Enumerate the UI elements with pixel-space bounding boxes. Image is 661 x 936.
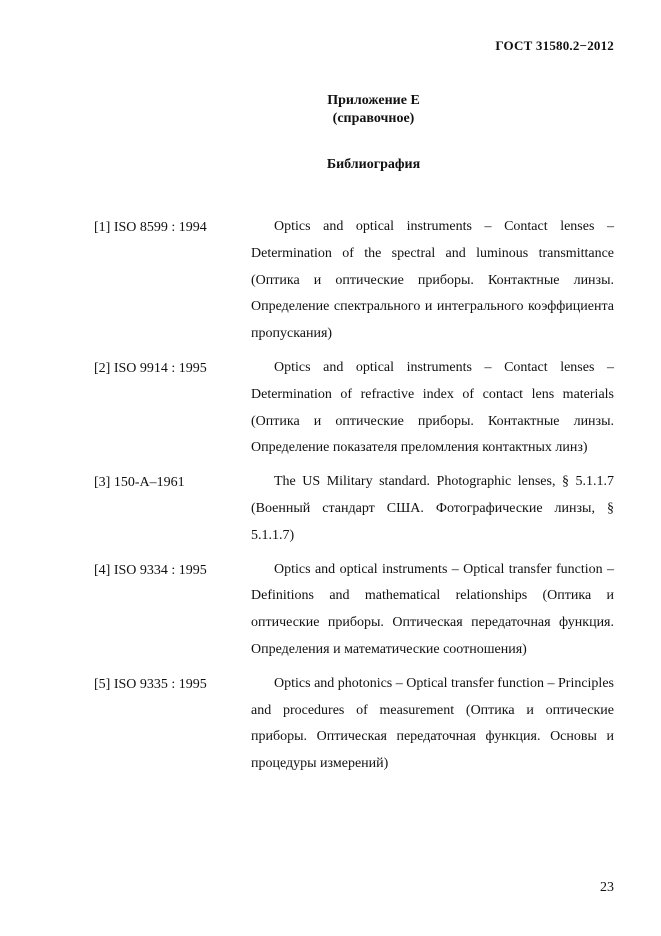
entry-description: Optics and optical instruments – Contact lenses – Determination of the spectral and luminous transmittance (Оптика и оптические приборы. Контактные линзы. Определение спектрального и интегрального коэффициента пропускания): [251, 219, 614, 342]
bibliography-entry: [94, 355, 614, 462]
appendix-subtitle: (справочное): [332, 111, 415, 126]
bibliography-entry: [94, 557, 614, 664]
bibliography-entry: [94, 214, 614, 348]
entry-reference: [3] 150-A–1961: [94, 475, 185, 491]
page-number: 23: [600, 880, 614, 895]
bibliography-list: [94, 214, 614, 785]
bibliography-heading: Библиография: [326, 157, 421, 172]
entry-reference: [5] ISO 9335 : 1995: [94, 676, 207, 692]
entry-reference: [4] ISO 9334 : 1995: [94, 562, 207, 578]
bibliography-entry: [94, 469, 614, 549]
appendix-heading: [0, 92, 661, 128]
appendix-title: Приложение Е: [327, 93, 420, 108]
entry-description: Optics and optical instruments – Optical transfer function – Definitions and mathematical relationships (Оптика и оптические приборы. Оптическая передаточная функция. Определения и математические соотношения): [251, 561, 614, 657]
entry-reference: [1] ISO 8599 : 1994: [94, 220, 207, 235]
entry-description: The US Military standard. Photographic lenses, § 5.1.1.7 (Военный стандарт США. Фотографические линзы, § 5.1.1.7): [251, 474, 614, 543]
standard-code: ГОСТ 31580.2−2012: [495, 38, 614, 53]
entry-description: Optics and photonics – Optical transfer function – Principles and procedures of measurement (Оптика и оптические приборы. Оптическая передаточная функция. Основы и процедуры измерений): [251, 675, 614, 772]
entry-reference: [2] ISO 9914 : 1995: [94, 360, 207, 376]
bibliography-entry: [94, 671, 614, 778]
entry-description: Optics and optical instruments – Contact lenses – Determination of refractive index of contact lens materials (Оптика и оптические приборы. Контактные линзы. Определение показателя преломления контактных линз): [251, 359, 614, 456]
